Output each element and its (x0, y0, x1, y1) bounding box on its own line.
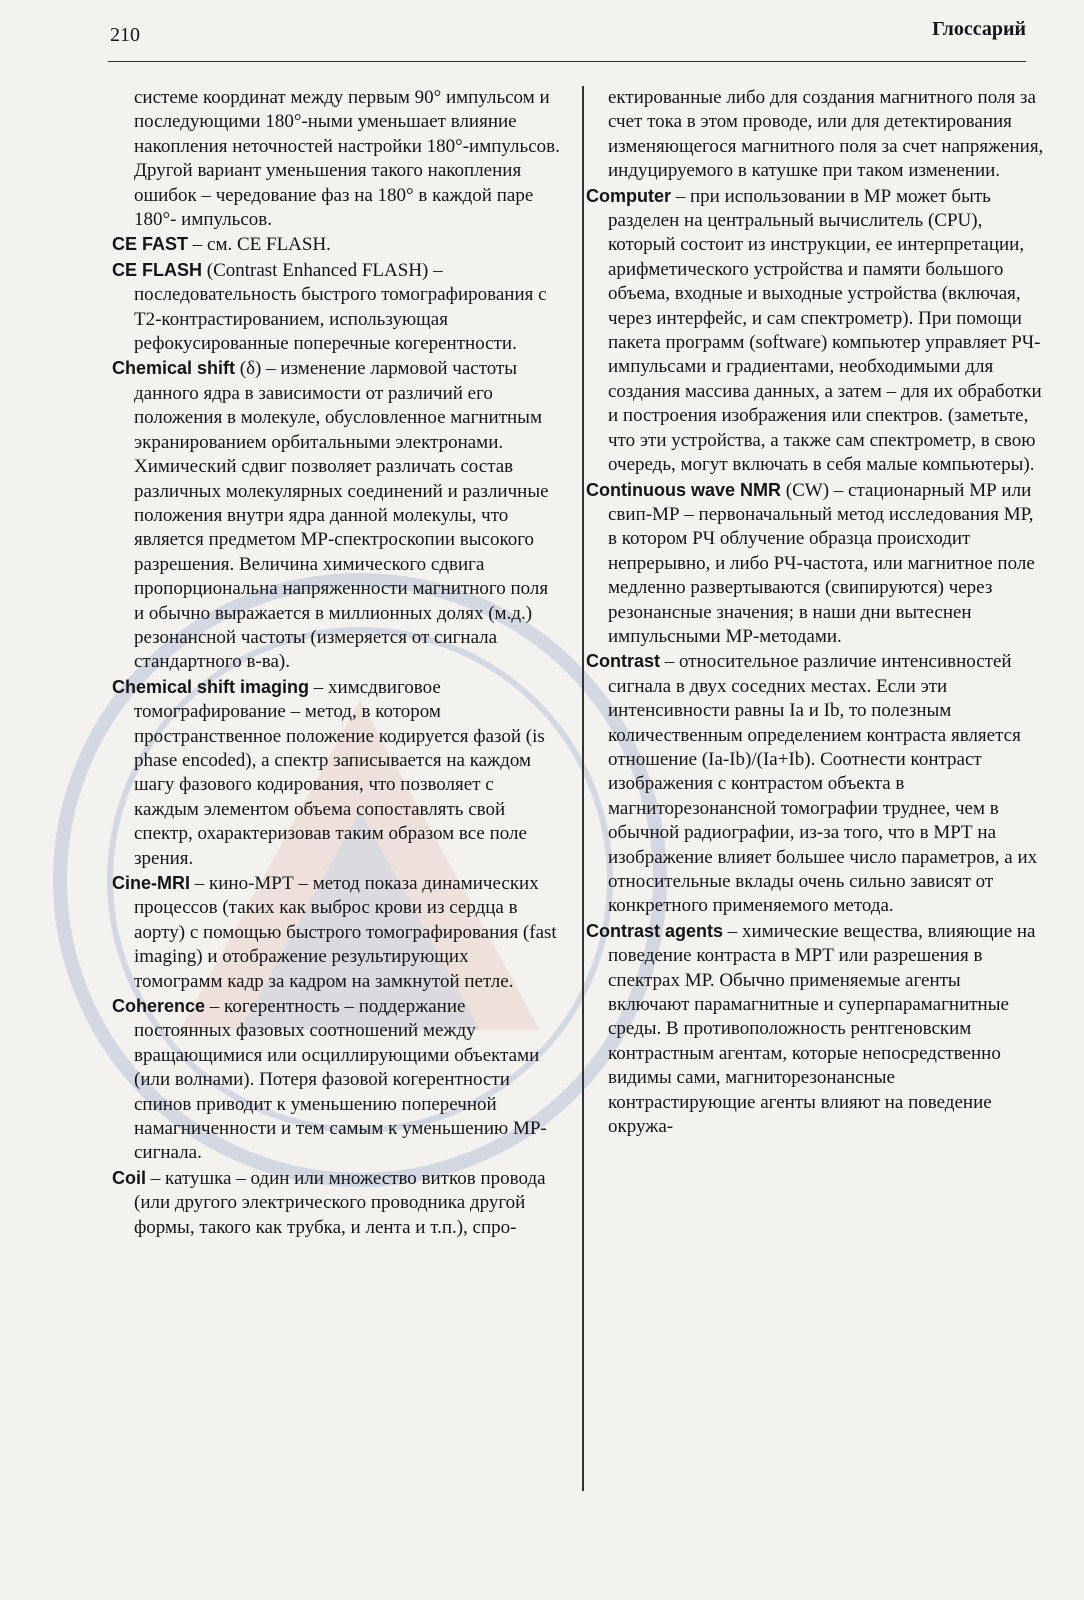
entry-text: – химические вещества, влияющие на поведение контраста в МРТ или разрешения в спектрах МР. Обычно применяемые агенты включают парамагнитные и суперпарамагнитные среды. В противоположность рентгеновским контрастным агентам, которые непосредственно видимы сами, магниторезонансные контрастирующие агенты влияют на поведение окружа- (608, 920, 1036, 1138)
entry-text: – при использовании в МР может быть разделен на центральный вычислитель (CPU), который состоит из инструкции, ее интерпретации, арифметического устройства и памяти большого объема, входные и выходные устройства (включая, через интерфейс, и сам спектрометр). При помощи пакета программ (software) компьютер управляет РЧ-импульсами и градиентами, необходимыми для создания массива данных, а затем – для их обработки и построения изображения или спектров. (заметьте, что эти устройства, а также сам спектрометр, в свою очередь, могут включать в себя малые компьютеры). (608, 185, 1042, 476)
entry-term: Chemical shift (112, 358, 236, 379)
glossary-entry (112, 1166, 560, 1240)
glossary-entry (112, 994, 560, 1166)
column-divider (582, 86, 584, 1491)
page-header (110, 18, 1026, 58)
glossary-entry (586, 86, 1044, 184)
entry-text: (CW) – стационарный МР или свип-МР – первоначальный метод исследования МР, в котором РЧ облучение образца происходит непрерывно, и либо РЧ-частота, или магнитное поле медленно развертываются (свипируются) через резонансные значения; в наши дни вытеснен импульсными МР-методами. (608, 479, 1035, 647)
entry-term: CE FAST (112, 234, 189, 255)
glossary-entry (586, 919, 1044, 1140)
entry-text: системе координат между первым 90° импульсом и последующими 180°-ными уменьшает влияние накопления неточностей настройки 180°-импульсов. Другой вариант уменьшения такого накопления ошибок – чередование фаз на 180° в каждой паре 180°- импульсов. (134, 87, 560, 231)
glossary-entry (586, 478, 1044, 650)
entry-term: Chemical shift imaging (112, 676, 310, 697)
entry-text: – химсдвиговое томографирование – метод, в котором пространственное положение кодируется фазой (is phase encoded), а спектр записывается на каждом шагу фазового кодирования, что позволяет с каждым элементом объема сопоставлять свой спектр, охарактеризовав таким образом все поле зрения. (134, 676, 545, 869)
glossary-entry (112, 232, 560, 257)
glossary-entry (112, 86, 560, 232)
entry-text: – относительное различие интенсивностей сигнала в двух соседних местах. Если эти интенсивности равны Ia и Ib, то полезным количественным определением контраста является отношение (Ia-Ib)/(Ia+Ib). Соотнести контраст изображения с контрастом объекта в магниторезонансной томографии труднее, чем в обычной радиографии, из-за того, что в МРТ на изображение влияет большее число параметров, а их относительные вклады очень сильно зависят от конкретного применяемого метода. (608, 651, 1038, 917)
page-number: 210 (110, 24, 140, 46)
entry-term: Coherence (112, 996, 206, 1017)
entry-term: Cine-MRI (112, 873, 190, 893)
left-column (112, 86, 560, 1240)
header-rule (108, 61, 1026, 62)
entry-term: Coil (112, 1167, 146, 1188)
glossary-entry (586, 649, 1044, 918)
glossary-entry (586, 184, 1044, 478)
running-title: Глоссарий (932, 18, 1026, 40)
glossary-entry (112, 675, 560, 871)
glossary-entry (112, 356, 560, 674)
entry-text: – см. CE FLASH. (188, 234, 331, 256)
entry-text: ектированные либо для создания магнитного поля за счет тока в этом проводе, или для детектирования изменяющегося магнитного поля за счет напряжения, индуцируемого в катушке при таком изменении. (608, 87, 1044, 182)
glossary-entry (112, 258, 560, 357)
right-column (586, 86, 1044, 1139)
entry-term: Continuous wave NMR (586, 479, 782, 500)
entry-text: (δ) – изменение лармовой частоты данного ядра в зависимости от различий его положения в молекуле, обусловленное магнитным экранированием орбитальными электронами. Химический сдвиг позволяет различать состав различных молекулярных соединений и различные положения внутри ядра данной молекулы, что является предметом МР-спектроскопии высокого разрешения. Величина химического сдвига пропорциональна напряженности магнитного поля и обычно выражается в миллионных долях (м.д.) резонансной частоты (измеряется от сигнала стандартного в-ва). (134, 358, 549, 673)
entry-term: Contrast (586, 651, 661, 672)
entry-text: (Contrast Enhanced FLASH) – последовательность быстрого томографирования с T2-контрастированием, использующая рефокусированные поперечные когерентности. (134, 259, 547, 355)
entry-term: Contrast agents (586, 920, 724, 941)
glossary-entry (112, 871, 560, 994)
entry-text: – катушка – один или множество витков провода (или другого электрического проводника другой формы, такого как трубка, и лента и т.п.), спро- (134, 1167, 546, 1238)
entry-text: – кино-МРТ – метод показа динамических процессов (таких как выброс крови из сердца в аорту) с помощью быстрого томографирования (fast imaging) и отображение результирующих томограмм кадр за кадром на замкнутой петле. (134, 873, 557, 992)
entry-term: CE FLASH (112, 259, 202, 280)
entry-text: – когерентность – поддержание постоянных фазовых соотношений между вращающимися или осциллирующими объектами (или волнами). Потеря фазовой когерентности спинов приводит к уменьшению поперечной намагниченности и тем самым к уменьшению МР-сигнала. (134, 996, 547, 1164)
entry-term: Computer (586, 185, 671, 206)
